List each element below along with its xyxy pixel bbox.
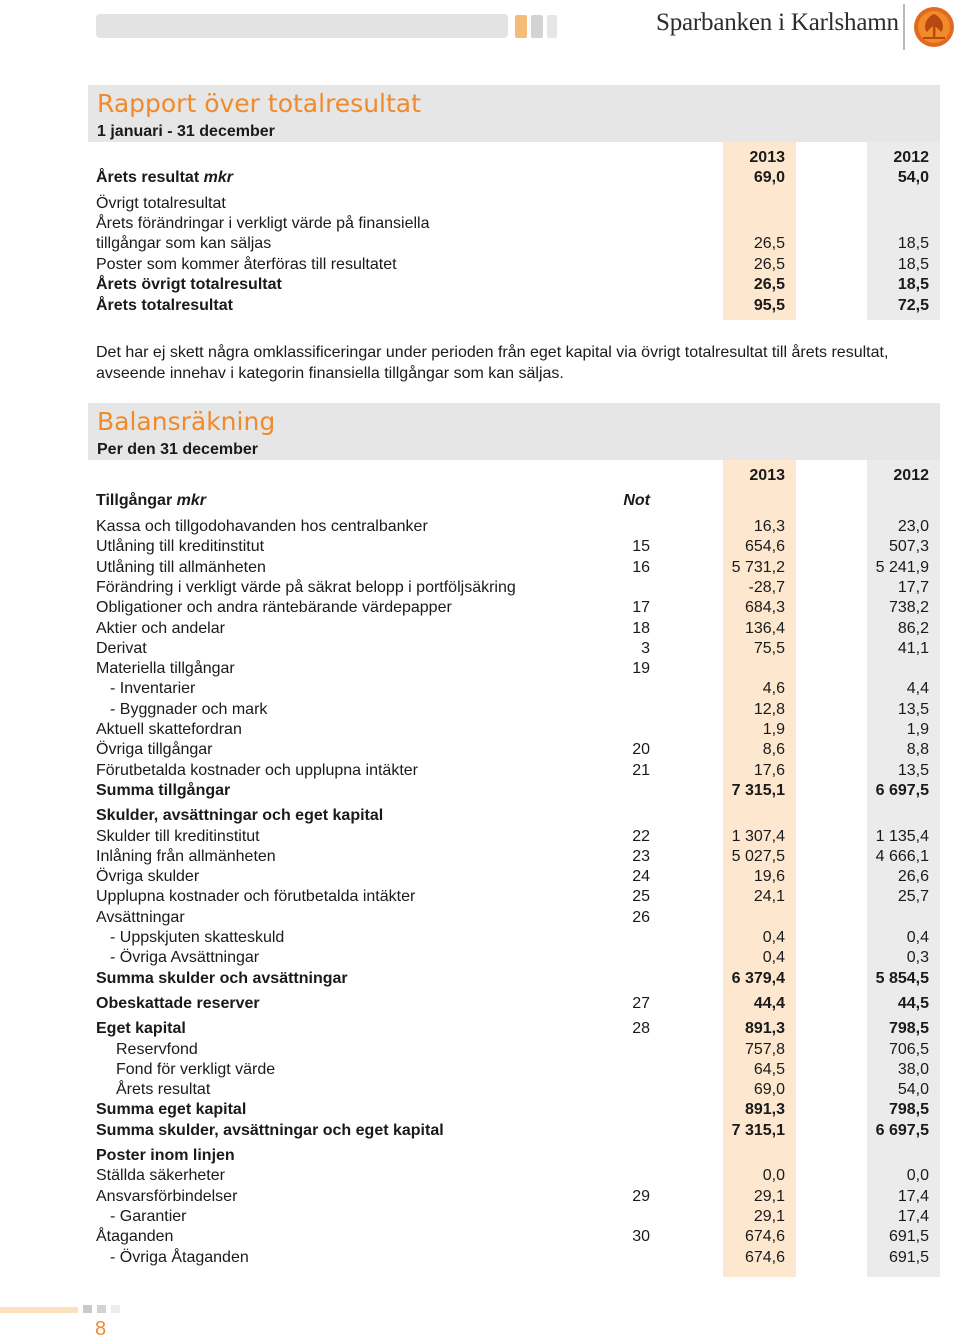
value-2012: 0,0 bbox=[906, 1167, 929, 1185]
value-2013: 4,6 bbox=[762, 680, 785, 698]
table-row bbox=[0, 1080, 960, 1100]
value-2012: 1,9 bbox=[906, 721, 929, 738]
value-2013: 64,5 bbox=[753, 1060, 785, 1078]
row-label: - Övriga Avsättningar bbox=[110, 949, 260, 967]
value-2013: 8,6 bbox=[762, 741, 785, 759]
footer-band bbox=[0, 1307, 78, 1313]
row-label bbox=[96, 296, 233, 316]
table-row bbox=[0, 847, 960, 867]
value-2012: 26,6 bbox=[897, 868, 929, 886]
row-label: Obligationer och andra räntebärande värdepapper bbox=[96, 599, 452, 617]
value-2013: 29,1 bbox=[753, 1187, 785, 1205]
value-2012: 86,2 bbox=[897, 619, 929, 637]
table-row bbox=[0, 517, 960, 537]
value-2012: 738,2 bbox=[888, 599, 929, 617]
value-2013: 891,3 bbox=[744, 1101, 785, 1119]
row-label: - Övriga Åtaganden bbox=[110, 1248, 249, 1266]
table-row bbox=[0, 234, 960, 254]
row-label bbox=[96, 168, 233, 188]
value-2013: 5 731,2 bbox=[731, 558, 785, 576]
totalresultat-title: Rapport över totalresultat bbox=[97, 89, 421, 118]
row-label-text: Poster som kommer återföras till resultatet bbox=[96, 256, 397, 273]
table-row bbox=[0, 1146, 960, 1166]
row-label-text: Årets totalresultat bbox=[96, 297, 233, 314]
value-2012: 6 697,5 bbox=[875, 1121, 929, 1139]
table-row bbox=[0, 827, 960, 847]
table-row bbox=[0, 1100, 960, 1120]
value-2013: 891,3 bbox=[744, 1020, 785, 1038]
table-row bbox=[0, 1207, 960, 1227]
table-row bbox=[0, 168, 960, 188]
value-2012: 23,0 bbox=[897, 518, 929, 535]
table-row bbox=[0, 1187, 960, 1207]
value-2013: 17,6 bbox=[753, 761, 785, 779]
header-square-orange bbox=[515, 15, 527, 38]
row-label: Fond för verkligt värde bbox=[116, 1060, 276, 1078]
table-row bbox=[0, 740, 960, 760]
table-row bbox=[0, 700, 960, 720]
row-label: Summa skulder och avsättningar bbox=[96, 969, 348, 987]
row-label-text: Årets övrigt totalresultat bbox=[96, 276, 282, 293]
header-square-gray bbox=[531, 15, 543, 38]
row-note: 23 bbox=[632, 847, 650, 865]
value-2012: 13,5 bbox=[897, 700, 929, 718]
header-bar bbox=[96, 14, 508, 38]
value-2013: 7 315,1 bbox=[731, 781, 785, 799]
value-2012: 18,5 bbox=[897, 276, 929, 293]
value-2013: 44,4 bbox=[753, 994, 785, 1012]
totalresultat-year-row bbox=[0, 148, 960, 168]
row-label: Åtaganden bbox=[96, 1228, 174, 1246]
row-label: Skulder till kreditinstitut bbox=[96, 827, 260, 845]
table-row bbox=[0, 214, 960, 234]
table-row bbox=[0, 806, 960, 826]
value-2013: 684,3 bbox=[744, 599, 785, 617]
footer-square-gray2 bbox=[97, 1305, 106, 1313]
table-row bbox=[0, 255, 960, 275]
totalresultat-note: Det har ej skett några omklassificeringar under perioden från eget kapital via övrigt totalresultat till årets resultat, avseende innehav i kategorin finansiella tillgångar som kan säljas. bbox=[96, 344, 889, 382]
row-label: - Inventarier bbox=[110, 680, 196, 698]
row-label bbox=[96, 194, 226, 214]
value-2012: 6 697,5 bbox=[875, 781, 929, 799]
value-2013: 0,4 bbox=[762, 929, 785, 946]
value-2013: 1 307,4 bbox=[731, 827, 785, 845]
value-2012: 25,7 bbox=[897, 888, 929, 906]
value-2012: 17,7 bbox=[897, 578, 929, 596]
table-row bbox=[0, 781, 960, 801]
row-label: Övriga skulder bbox=[96, 868, 200, 886]
table-row bbox=[0, 558, 960, 578]
table-row bbox=[0, 194, 960, 214]
balans-year-row bbox=[0, 466, 960, 486]
value-2013: 95,5 bbox=[753, 297, 785, 314]
value-2013: 19,6 bbox=[753, 868, 785, 886]
row-label: Eget kapital bbox=[96, 1020, 186, 1038]
row-label: Aktier och andelar bbox=[96, 619, 225, 637]
header-square-light bbox=[547, 15, 557, 38]
table-row bbox=[0, 578, 960, 598]
table-row bbox=[0, 296, 960, 316]
value-2013: 16,3 bbox=[753, 518, 785, 535]
row-note: 29 bbox=[632, 1187, 650, 1205]
value-2013: 757,8 bbox=[744, 1040, 785, 1058]
value-2013: 5 027,5 bbox=[731, 847, 785, 865]
page-number: 8 bbox=[95, 1318, 107, 1340]
row-label bbox=[96, 255, 397, 275]
row-label: - Uppskjuten skatteskuld bbox=[110, 929, 285, 946]
value-2012: 17,4 bbox=[897, 1207, 929, 1225]
balans-header bbox=[88, 403, 940, 460]
row-label: Ställda säkerheter bbox=[96, 1167, 225, 1185]
row-note: 20 bbox=[632, 741, 650, 759]
value-2012: 507,3 bbox=[888, 538, 929, 556]
table-row bbox=[0, 908, 960, 928]
row-label: Avsättningar bbox=[96, 908, 185, 926]
row-note: 22 bbox=[632, 827, 650, 845]
row-note: 18 bbox=[632, 619, 650, 637]
value-2013: 12,8 bbox=[753, 700, 785, 718]
row-label: Förutbetalda kostnader och upplupna intäkter bbox=[96, 761, 418, 779]
row-label: Utlåning till kreditinstitut bbox=[96, 538, 265, 556]
value-2013: 654,6 bbox=[744, 538, 785, 556]
value-2013: 24,1 bbox=[753, 888, 785, 906]
value-2013: 674,6 bbox=[744, 1228, 785, 1246]
row-label: Summa tillgångar bbox=[96, 781, 231, 799]
row-label: Utlåning till allmänheten bbox=[96, 558, 266, 576]
value-2012: 41,1 bbox=[897, 639, 929, 657]
footer-square-gray bbox=[83, 1305, 92, 1313]
row-unit: mkr bbox=[203, 169, 233, 186]
value-2013: 0,4 bbox=[762, 949, 785, 967]
tillgangar-heading: Tillgångar mkr bbox=[96, 492, 206, 509]
value-2013: -28,7 bbox=[748, 578, 785, 596]
table-row bbox=[0, 598, 960, 618]
value-2013: 7 315,1 bbox=[731, 1121, 785, 1139]
year-2012: 2012 bbox=[893, 149, 929, 166]
value-2012: 17,4 bbox=[897, 1187, 929, 1205]
table-row bbox=[0, 994, 960, 1014]
value-2012: 4,4 bbox=[906, 680, 929, 698]
row-label: Upplupna kostnader och förutbetalda intäkter bbox=[96, 888, 416, 906]
table-row bbox=[0, 928, 960, 948]
row-label: Inlåning från allmänheten bbox=[96, 847, 276, 865]
row-label bbox=[96, 214, 430, 234]
table-row bbox=[0, 1060, 960, 1080]
row-label-text: Årets resultat bbox=[96, 169, 200, 186]
year-2012: 2012 bbox=[893, 467, 929, 484]
value-2013: 75,5 bbox=[753, 639, 785, 657]
value-2012: 798,5 bbox=[888, 1101, 929, 1119]
value-2012: 13,5 bbox=[897, 761, 929, 779]
sparbanken-logo-icon bbox=[911, 4, 957, 50]
footer-square-light bbox=[111, 1305, 120, 1313]
row-label: - Garantier bbox=[110, 1207, 187, 1225]
value-2012: 54,0 bbox=[897, 169, 929, 186]
table-row bbox=[0, 659, 960, 679]
row-label: - Byggnader och mark bbox=[110, 700, 268, 718]
row-label: Kassa och tillgodohavanden hos centralbanker bbox=[96, 518, 428, 535]
row-note: 17 bbox=[632, 599, 650, 617]
row-note: 26 bbox=[632, 908, 650, 926]
row-label: Poster inom linjen bbox=[96, 1147, 235, 1164]
value-2013: 26,5 bbox=[753, 276, 785, 293]
row-label: Skulder, avsättningar och eget kapital bbox=[96, 807, 384, 825]
balans-subtitle: Per den 31 december bbox=[97, 441, 258, 458]
value-2012: 44,5 bbox=[897, 994, 929, 1012]
table-row bbox=[0, 1248, 960, 1268]
value-2012: 691,5 bbox=[888, 1248, 929, 1266]
row-note: 27 bbox=[632, 994, 650, 1012]
row-label: Ansvarsförbindelser bbox=[96, 1187, 238, 1205]
row-note: 16 bbox=[632, 558, 650, 576]
row-label: Reservfond bbox=[116, 1040, 198, 1058]
table-row bbox=[0, 948, 960, 968]
table-row bbox=[0, 1040, 960, 1060]
value-2012: 1 135,4 bbox=[875, 827, 929, 845]
row-note: 21 bbox=[632, 761, 650, 779]
table-row bbox=[0, 639, 960, 659]
table-row bbox=[0, 720, 960, 740]
value-2012: 72,5 bbox=[897, 297, 929, 314]
row-label: Summa eget kapital bbox=[96, 1101, 247, 1119]
value-2013: 29,1 bbox=[753, 1207, 785, 1225]
table-row bbox=[0, 275, 960, 295]
table-row bbox=[0, 887, 960, 907]
row-label-text: tillgångar som kan säljas bbox=[96, 235, 272, 252]
value-2012: 691,5 bbox=[888, 1228, 929, 1246]
value-2013: 26,5 bbox=[753, 235, 785, 252]
row-label bbox=[96, 234, 271, 254]
balans-title: Balansräkning bbox=[97, 407, 276, 436]
totalresultat-subtitle: 1 januari - 31 december bbox=[97, 123, 275, 140]
table-row bbox=[0, 619, 960, 639]
value-2012: 5 854,5 bbox=[875, 969, 929, 987]
row-label: Obeskattade reserver bbox=[96, 994, 260, 1012]
value-2013: 136,4 bbox=[744, 619, 785, 637]
value-2013: 674,6 bbox=[744, 1248, 785, 1266]
table-row bbox=[0, 969, 960, 989]
row-note: 30 bbox=[632, 1228, 650, 1246]
value-2012: 0,3 bbox=[906, 949, 929, 967]
row-label: Årets resultat bbox=[116, 1081, 211, 1099]
value-2013: 26,5 bbox=[753, 256, 785, 273]
brand-name: Sparbanken i Karlshamn bbox=[656, 9, 899, 36]
value-2012: 798,5 bbox=[888, 1020, 929, 1038]
row-note: 15 bbox=[632, 538, 650, 556]
row-label: Derivat bbox=[96, 639, 147, 657]
row-note: 28 bbox=[632, 1020, 650, 1038]
year-2013: 2013 bbox=[749, 467, 785, 484]
value-2012: 38,0 bbox=[897, 1060, 929, 1078]
table-row bbox=[0, 537, 960, 557]
value-2013: 0,0 bbox=[762, 1167, 785, 1185]
row-label: Aktuell skattefordran bbox=[96, 721, 242, 738]
brand-divider bbox=[903, 4, 905, 50]
table-row bbox=[0, 1166, 960, 1186]
row-label: Materiella tillgångar bbox=[96, 660, 235, 678]
value-2012: 4 666,1 bbox=[875, 847, 929, 865]
table-row bbox=[0, 867, 960, 887]
row-label: Förändring i verkligt värde på säkrat belopp i portföljsäkring bbox=[96, 578, 516, 596]
value-2013: 69,0 bbox=[753, 1081, 785, 1099]
table-row bbox=[0, 679, 960, 699]
value-2012: 0,4 bbox=[906, 929, 929, 946]
totalresultat-header bbox=[88, 85, 940, 142]
row-note: 24 bbox=[632, 868, 650, 886]
row-label bbox=[96, 275, 282, 295]
year-2013: 2013 bbox=[749, 149, 785, 166]
row-note: 25 bbox=[632, 888, 650, 906]
value-2012: 5 241,9 bbox=[875, 558, 929, 576]
table-row bbox=[0, 1121, 960, 1141]
value-2013: 69,0 bbox=[753, 169, 785, 186]
table-row bbox=[0, 761, 960, 781]
balans-column-header-row bbox=[0, 491, 960, 511]
row-label: Övriga tillgångar bbox=[96, 741, 213, 759]
table-row bbox=[0, 1019, 960, 1039]
value-2013: 6 379,4 bbox=[731, 969, 785, 987]
value-2013: 1,9 bbox=[762, 721, 785, 738]
row-label-text: Övrigt totalresultat bbox=[96, 195, 226, 212]
row-note: 3 bbox=[641, 639, 650, 657]
value-2012: 706,5 bbox=[888, 1040, 929, 1058]
value-2012: 54,0 bbox=[897, 1081, 929, 1099]
value-2012: 18,5 bbox=[897, 256, 929, 273]
row-label-text: Årets förändringar i verkligt värde på finansiella bbox=[96, 215, 430, 232]
value-2012: 8,8 bbox=[906, 741, 929, 759]
not-heading: Not bbox=[623, 492, 650, 509]
row-note: 19 bbox=[632, 660, 650, 678]
table-row bbox=[0, 1227, 960, 1247]
row-label: Summa skulder, avsättningar och eget kapital bbox=[96, 1121, 444, 1139]
value-2012: 18,5 bbox=[897, 235, 929, 252]
